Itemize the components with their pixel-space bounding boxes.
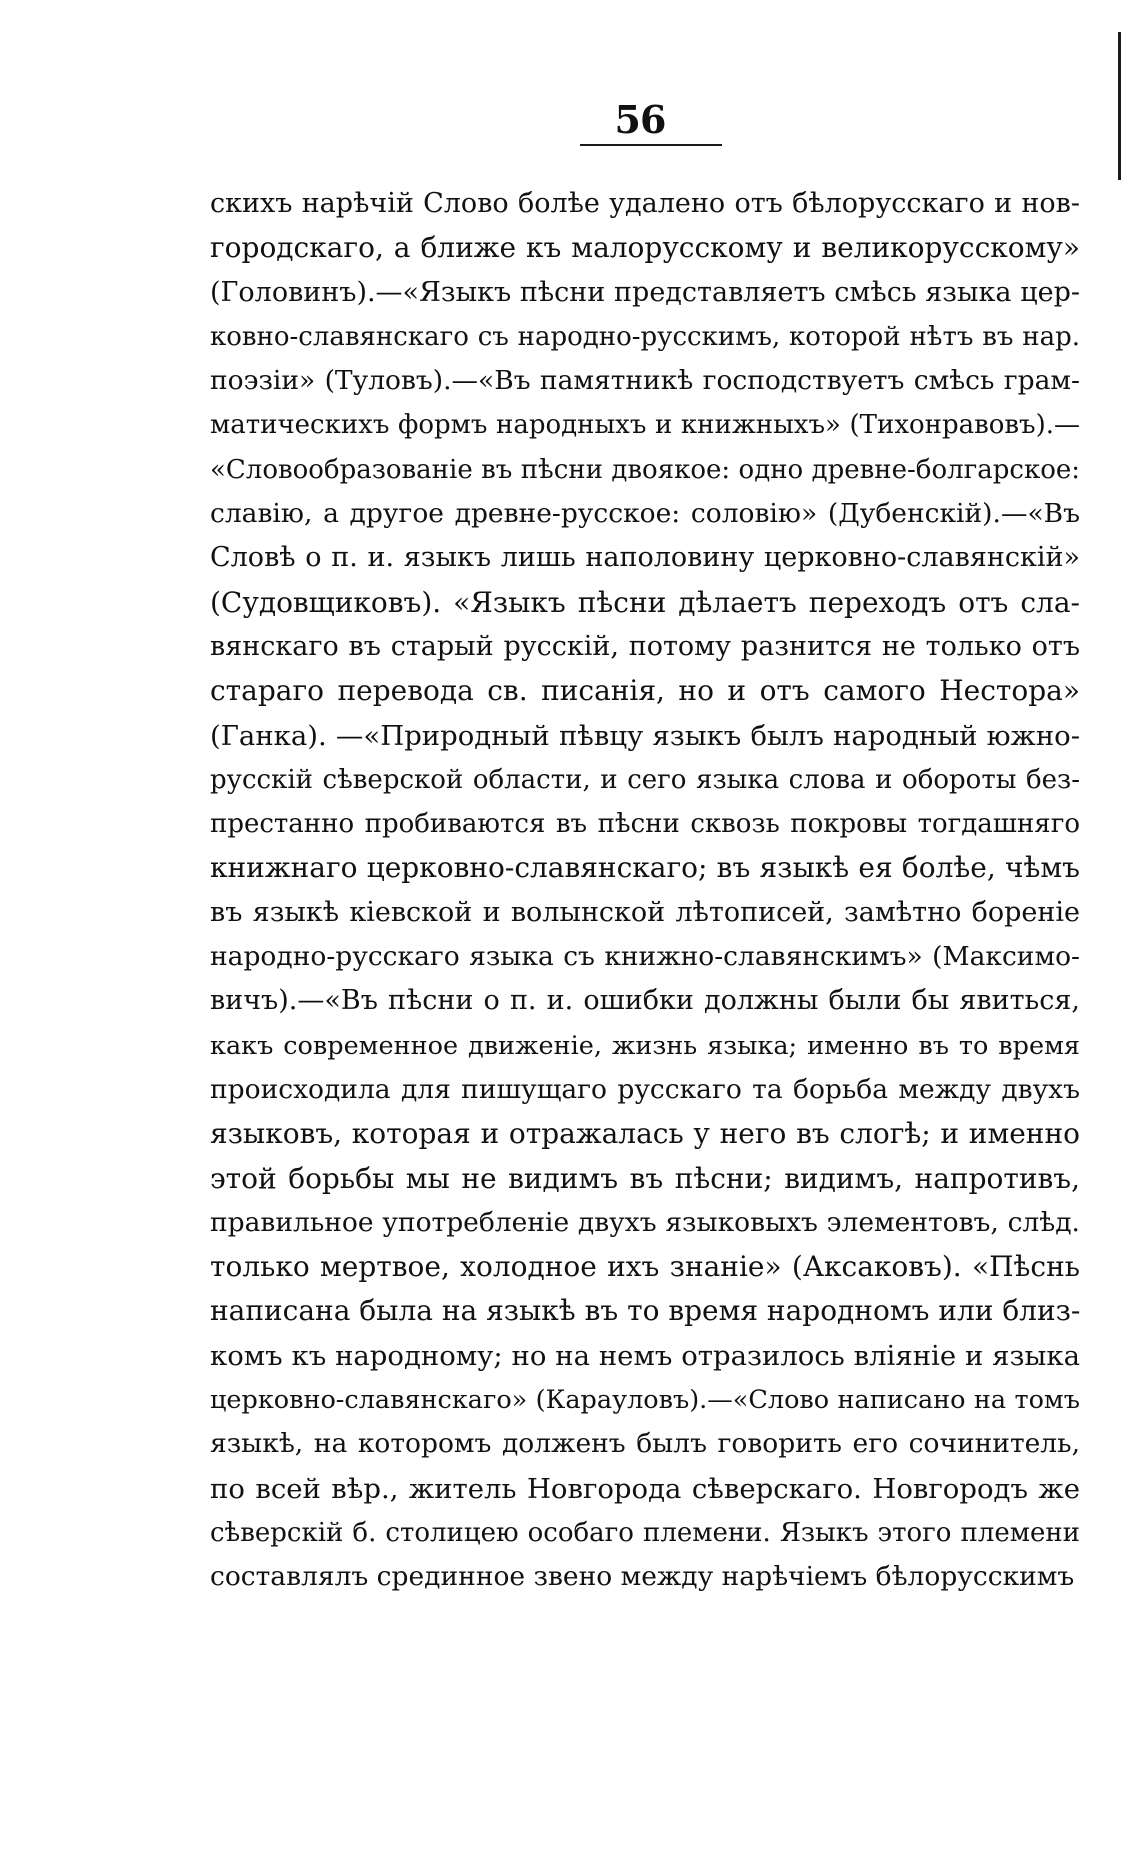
text-line: ковно-славянскаго съ народно-русскимъ, которой нѣтъ въ нар. (210, 321, 1080, 352)
text-line: комъ къ народному; но на немъ отразилось вліяніе и языка (210, 1339, 1080, 1372)
text-line: стараго перевода св. писанія, но и отъ самого Нестора» (210, 674, 1080, 708)
body-text (210, 182, 1080, 1600)
text-line: вянскаго въ старый русскій, потому разнится не только отъ (210, 630, 1080, 662)
text-line: «Словообразованіе въ пѣсни двоякое: одно древне-болгарское: (210, 454, 1080, 485)
text-line: книжнаго церковно-славянскаго; въ языкѣ ея болѣе, чѣмъ (210, 851, 1080, 885)
text-line: языковъ, которая и отражалась у него въ слогѣ; и именно (210, 1117, 1080, 1151)
text-line: престанно пробиваются въ пѣсни сквозь покровы тогдашняго (210, 809, 1080, 840)
text-line: въ языкѣ кіевской и волынской лѣтописей, замѣтно бореніе (210, 896, 1080, 928)
text-line: по всей вѣр., житель Новгорода сѣверскаго. Новгородъ же (210, 1472, 1080, 1505)
text-line: составлялъ срединное звено между нарѣчіемъ бѣлорусскимъ (210, 1561, 1075, 1593)
text-line: Словѣ о п. и. языкъ лишь наполовину церковно-славянскій» (210, 542, 1080, 574)
text-line: (Головинъ).—«Языкъ пѣсни представляетъ смѣсь языка цер- (210, 276, 1080, 308)
text-line: какъ современное движеніе, жизнь языка; именно въ то время (210, 1030, 1080, 1061)
text-line: сѣверскій б. столицею особаго племени. Языкъ этого племени (210, 1517, 1080, 1548)
text-line: славію, а другое древне-русское: соловію» (Дубенскій).—«Въ (210, 498, 1080, 530)
text-line: только мертвое, холодное ихъ знаніе» (Аксаковъ). «Пѣснь (210, 1250, 1080, 1284)
text-line: происходила для пишущаго русскаго та борьба между двухъ (210, 1073, 1080, 1105)
page-number: 56 (614, 97, 666, 142)
text-line: этой борьбы мы не видимъ въ пѣсни; видимъ, напротивъ, (210, 1161, 1080, 1195)
text-line: правильное употребленіе двухъ языковыхъ элементовъ, слѣд. (210, 1206, 1080, 1238)
text-line: церковно-славянскаго» (Карауловъ).—«Слово написано на томъ (210, 1385, 1080, 1416)
text-line: написана была на языкѣ въ то время народномъ или близ- (210, 1294, 1080, 1328)
text-line: матическихъ формъ народныхъ и книжныхъ» (Тихонравовъ).— (210, 410, 1080, 441)
page-edge-mark (1118, 32, 1121, 180)
text-line: поэзіи» (Туловъ).—«Въ памятникѣ господствуетъ смѣсь грам- (210, 365, 1080, 397)
header-rule (580, 144, 722, 146)
text-line: (Ганка). —«Природный пѣвцу языкъ былъ народный южно- (210, 719, 1080, 752)
text-line: языкѣ, на которомъ долженъ былъ говорить его сочинитель, (210, 1428, 1080, 1460)
text-line: скихъ нарѣчій Слово болѣе удалено отъ бѣлорусскаго и нов- (210, 188, 1080, 219)
text-line: русскій сѣверской области, и сего языка слова и обороты без- (210, 764, 1080, 795)
text-line: (Судовщиковъ). «Языкъ пѣсни дѣлаетъ переходъ отъ сла- (210, 585, 1080, 619)
text-line: городскаго, а ближе къ малорусскому и великорусскому» (210, 231, 1080, 265)
text-line: вичъ).—«Въ пѣсни о п. и. ошибки должны были бы явиться, (210, 985, 1080, 1017)
text-line: народно-русскаго языка съ книжно-славянскимъ» (Максимо- (210, 941, 1080, 973)
